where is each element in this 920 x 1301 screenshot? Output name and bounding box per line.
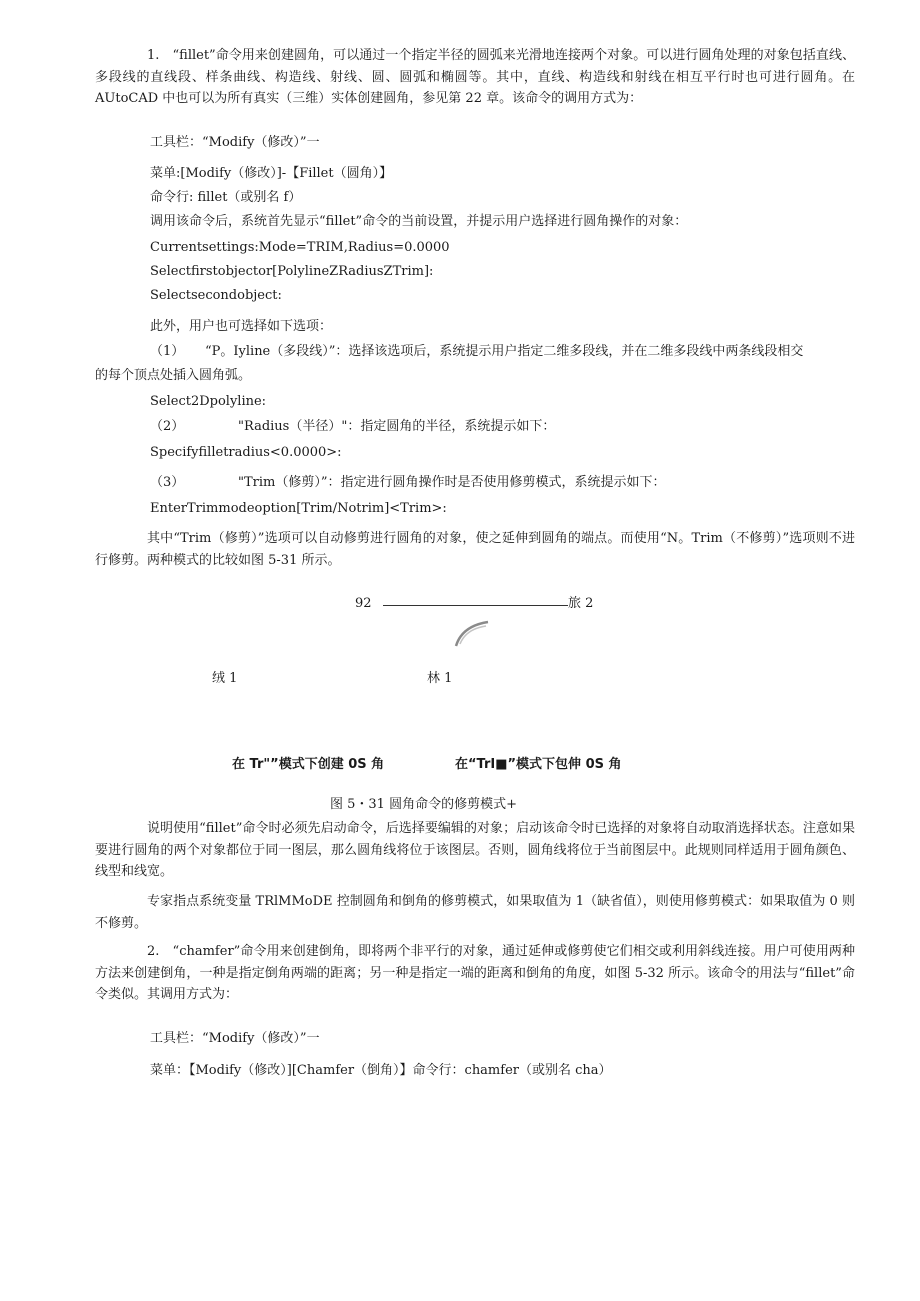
figure-label-92: 92 — [355, 596, 372, 611]
paragraph-fillet-intro: 1. “fillet”命令用来创建圆角，可以通过一个指定半径的圆弧来光滑地连接两个对象。可以进行圆角处理的对象包括直线、多段线的直线段、样条曲线、构造线、射线、圆、圆弧和椭圆等。其中，直线、构造线和射线在相互平行时也可进行圆角。在 AUtoCAD 中也可以为所有真实（三维）实体创建圆角，参见第 22 章。该命令的调用方式为： — [95, 48, 855, 106]
option-2-text: "Radius（半径）"：指定圆角的半径，系统提示如下： — [238, 419, 556, 434]
menu-line-1: 菜单:[Modify（修改）]-【Fillet（圆角）】 — [150, 166, 393, 181]
caption-trim-mode: 在 Tr"”模式下创建 0S 角 — [232, 757, 385, 772]
call-description: 调用该命令后，系统首先显示“fillet”命令的当前设置，并提示用户选择进行圆角操作的对象： — [150, 214, 688, 229]
figure-underline — [383, 604, 568, 606]
figure-label-lin1: 林 1 — [427, 671, 453, 686]
paragraph-expert-tip: 专家指点系统变量 TRlMMoDE 控制圆角和倒角的修剪模式，如果取值为 1（缺省值），则使用修剪模式：如果取值为 0 则不修剪。 — [95, 894, 855, 931]
paragraph-trim-explanation: 其中“Trim（修剪）”选项可以自动修剪进行圆角的对象，使之延伸到圆角的端点。而使用“N。Trim（不修剪）”选项则不进行修剪。两种模式的比较如图 5-31 所示。 — [95, 531, 855, 568]
figure-caption: 图 5・31 圆角命令的修剪模式+ — [330, 797, 517, 812]
figure-label-lu2: 旅 2 — [568, 596, 594, 611]
option-3-number: （3） — [150, 475, 185, 490]
figure-label-rong1: 绒 1 — [212, 671, 238, 686]
current-settings: Currentsettings:Mode=TRIM,Radius=0.0000 — [150, 240, 450, 255]
option-1-number: （1） — [150, 344, 185, 359]
options-intro: 此外，用户也可选择如下选项： — [150, 319, 333, 334]
select-second-object: Selectsecondobject: — [150, 288, 282, 303]
toolbar-line-1: 工具栏：“Modify（修改）”一 — [150, 135, 320, 150]
select-2d-polyline: Select2Dpolyline: — [150, 394, 267, 409]
menu-line-2: 菜单：【Modify（修改）][Chamfer（倒角）】命令行：chamfer（或别名 cha） — [150, 1063, 612, 1078]
enter-trim-mode: EnterTrimmodeoption[Trim/Notrim]<Trim>: — [150, 501, 447, 516]
specify-fillet-radius: Specifyfilletradius<0.0000>: — [150, 445, 342, 460]
option-2-number: （2） — [150, 419, 185, 434]
option-3-text: "Trim（修剪）”：指定进行圆角操作时是否使用修剪模式，系统提示如下： — [238, 475, 666, 490]
fillet-arc-figure — [452, 618, 492, 650]
toolbar-line-2: 工具栏：“Modify（修改）”一 — [150, 1031, 320, 1046]
option-1-continuation: 的每个顶点处插入圆角弧。 — [95, 368, 252, 383]
select-first-object: Selectfirstobjector[PolylineZRadiusZTrim]: — [150, 264, 434, 279]
paragraph-chamfer-intro: 2. “chamfer”命令用来创建倒角，即将两个非平行的对象，通过延伸或修剪使它们相交或利用斜线连接。用户可使用两种方法来创建倒角，一种是指定倒角两端的距离；另一种是指定一端的距离和倒角的角度，如图 5-32 所示。该命令的用法与“fillet”命令类似。其调用方式为： — [95, 944, 855, 1002]
command-line-1: 命令行: fillet（或别名 f） — [150, 190, 302, 205]
caption-notrim-mode: 在“TrI■”模式下包伸 0S 角 — [455, 757, 622, 772]
option-1-text: “P。Iyline（多段线）”：选择该选项后，系统提示用户指定二维多段线，并在二维多段线中两条线段相交 — [205, 344, 804, 359]
paragraph-note: 说明使用“fillet”命令时必须先启动命令，后选择要编辑的对象；启动该命令时已选择的对象将自动取消选择状态。注意如果要进行圆角的两个对象都位于同一图层，那么圆角线将位于该图层。否则，圆角线将位于当前图层中。此规则同样适用于圆角颜色、线型和线宽。 — [95, 821, 855, 879]
